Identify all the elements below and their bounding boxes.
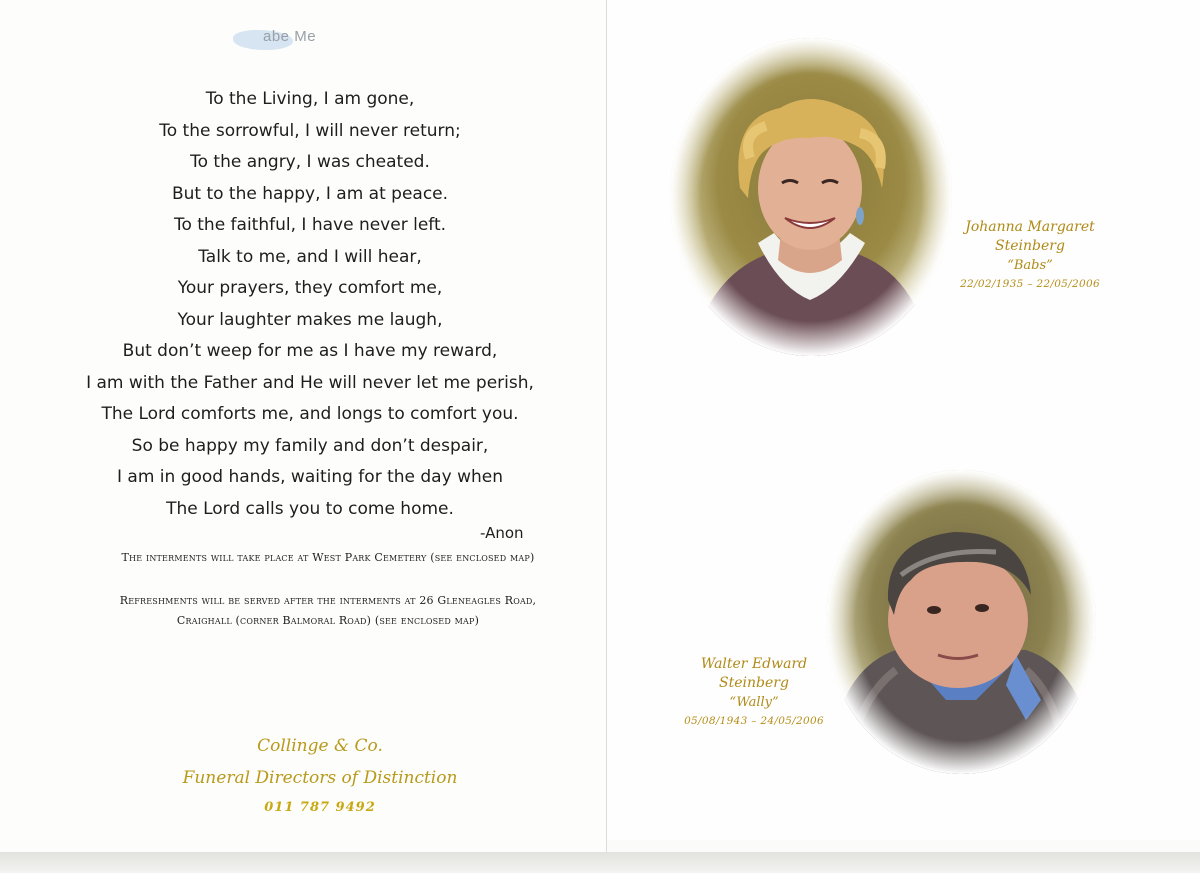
portrait-walter-illustration <box>826 470 1096 774</box>
refreshments-notice <box>60 591 596 631</box>
left-page <box>0 0 607 858</box>
remember-me-heading <box>233 26 393 52</box>
poem <box>60 84 560 525</box>
refreshments-notice-line2: Craighall (corner Balmoral Road) (see enclosed map) <box>176 614 480 627</box>
heading-text: abe Me <box>263 28 317 45</box>
funeral-director-phone: 011 787 9492 <box>264 800 376 815</box>
interments-notice <box>60 548 596 568</box>
poem-line: I am with the Father and He will never let me perish, <box>86 372 534 393</box>
poem-attribution: -Anon <box>480 524 524 542</box>
portrait-walter <box>826 470 1096 774</box>
walter-dates: 05/08/1943 – 24/05/2006 <box>684 715 824 727</box>
poem-line: I am in good hands, waiting for the day when <box>117 467 503 487</box>
poem-line: The Lord calls you to come home. <box>166 498 454 519</box>
portrait-johanna <box>670 38 952 356</box>
poem-line: So be happy my family and don’t despair, <box>131 435 489 456</box>
poem-line: But don’t weep for me as I have my reward, <box>122 341 498 361</box>
johanna-first-names: Johanna Margaret <box>965 219 1095 235</box>
walter-nickname: “Wally” <box>729 695 779 710</box>
poem-line: To the angry, I was cheated. <box>190 152 430 172</box>
johanna-dates: 22/02/1935 – 22/05/2006 <box>960 278 1100 290</box>
walter-first-names: Walter Edward <box>700 656 808 672</box>
scan-bottom-edge <box>0 852 1200 873</box>
funeral-director-tagline: Funeral Directors of Distinction <box>182 768 458 788</box>
poem-line: Your prayers, they comfort me, <box>177 278 443 298</box>
interments-notice-text: The interments will take place at West Park Cemetery (see enclosed map) <box>121 551 535 564</box>
poem-line: The Lord comforts me, and longs to comfort you. <box>101 404 519 424</box>
johanna-nickname: “Babs” <box>1007 258 1053 273</box>
funeral-director-name: Collinge & Co. <box>257 736 383 756</box>
poem-line: To the Living, I am gone, <box>205 89 415 109</box>
poem-line: Your laughter makes me laugh, <box>177 309 443 330</box>
caption-walter <box>664 655 844 730</box>
walter-surname: Steinberg <box>719 675 789 691</box>
poem-line: But to the happy, I am at peace. <box>171 183 449 204</box>
poem-line: To the faithful, I have never left. <box>173 215 447 235</box>
poem-line: To the sorrowful, I will never return; <box>159 120 461 141</box>
caption-johanna <box>940 218 1120 293</box>
refreshments-notice-line1: Refreshments will be served after the interments at 26 Gleneagles Road, <box>119 594 537 607</box>
johanna-surname: Steinberg <box>995 238 1065 254</box>
poem-line: Talk to me, and I will hear, <box>198 246 422 267</box>
portrait-johanna-illustration <box>670 38 952 356</box>
